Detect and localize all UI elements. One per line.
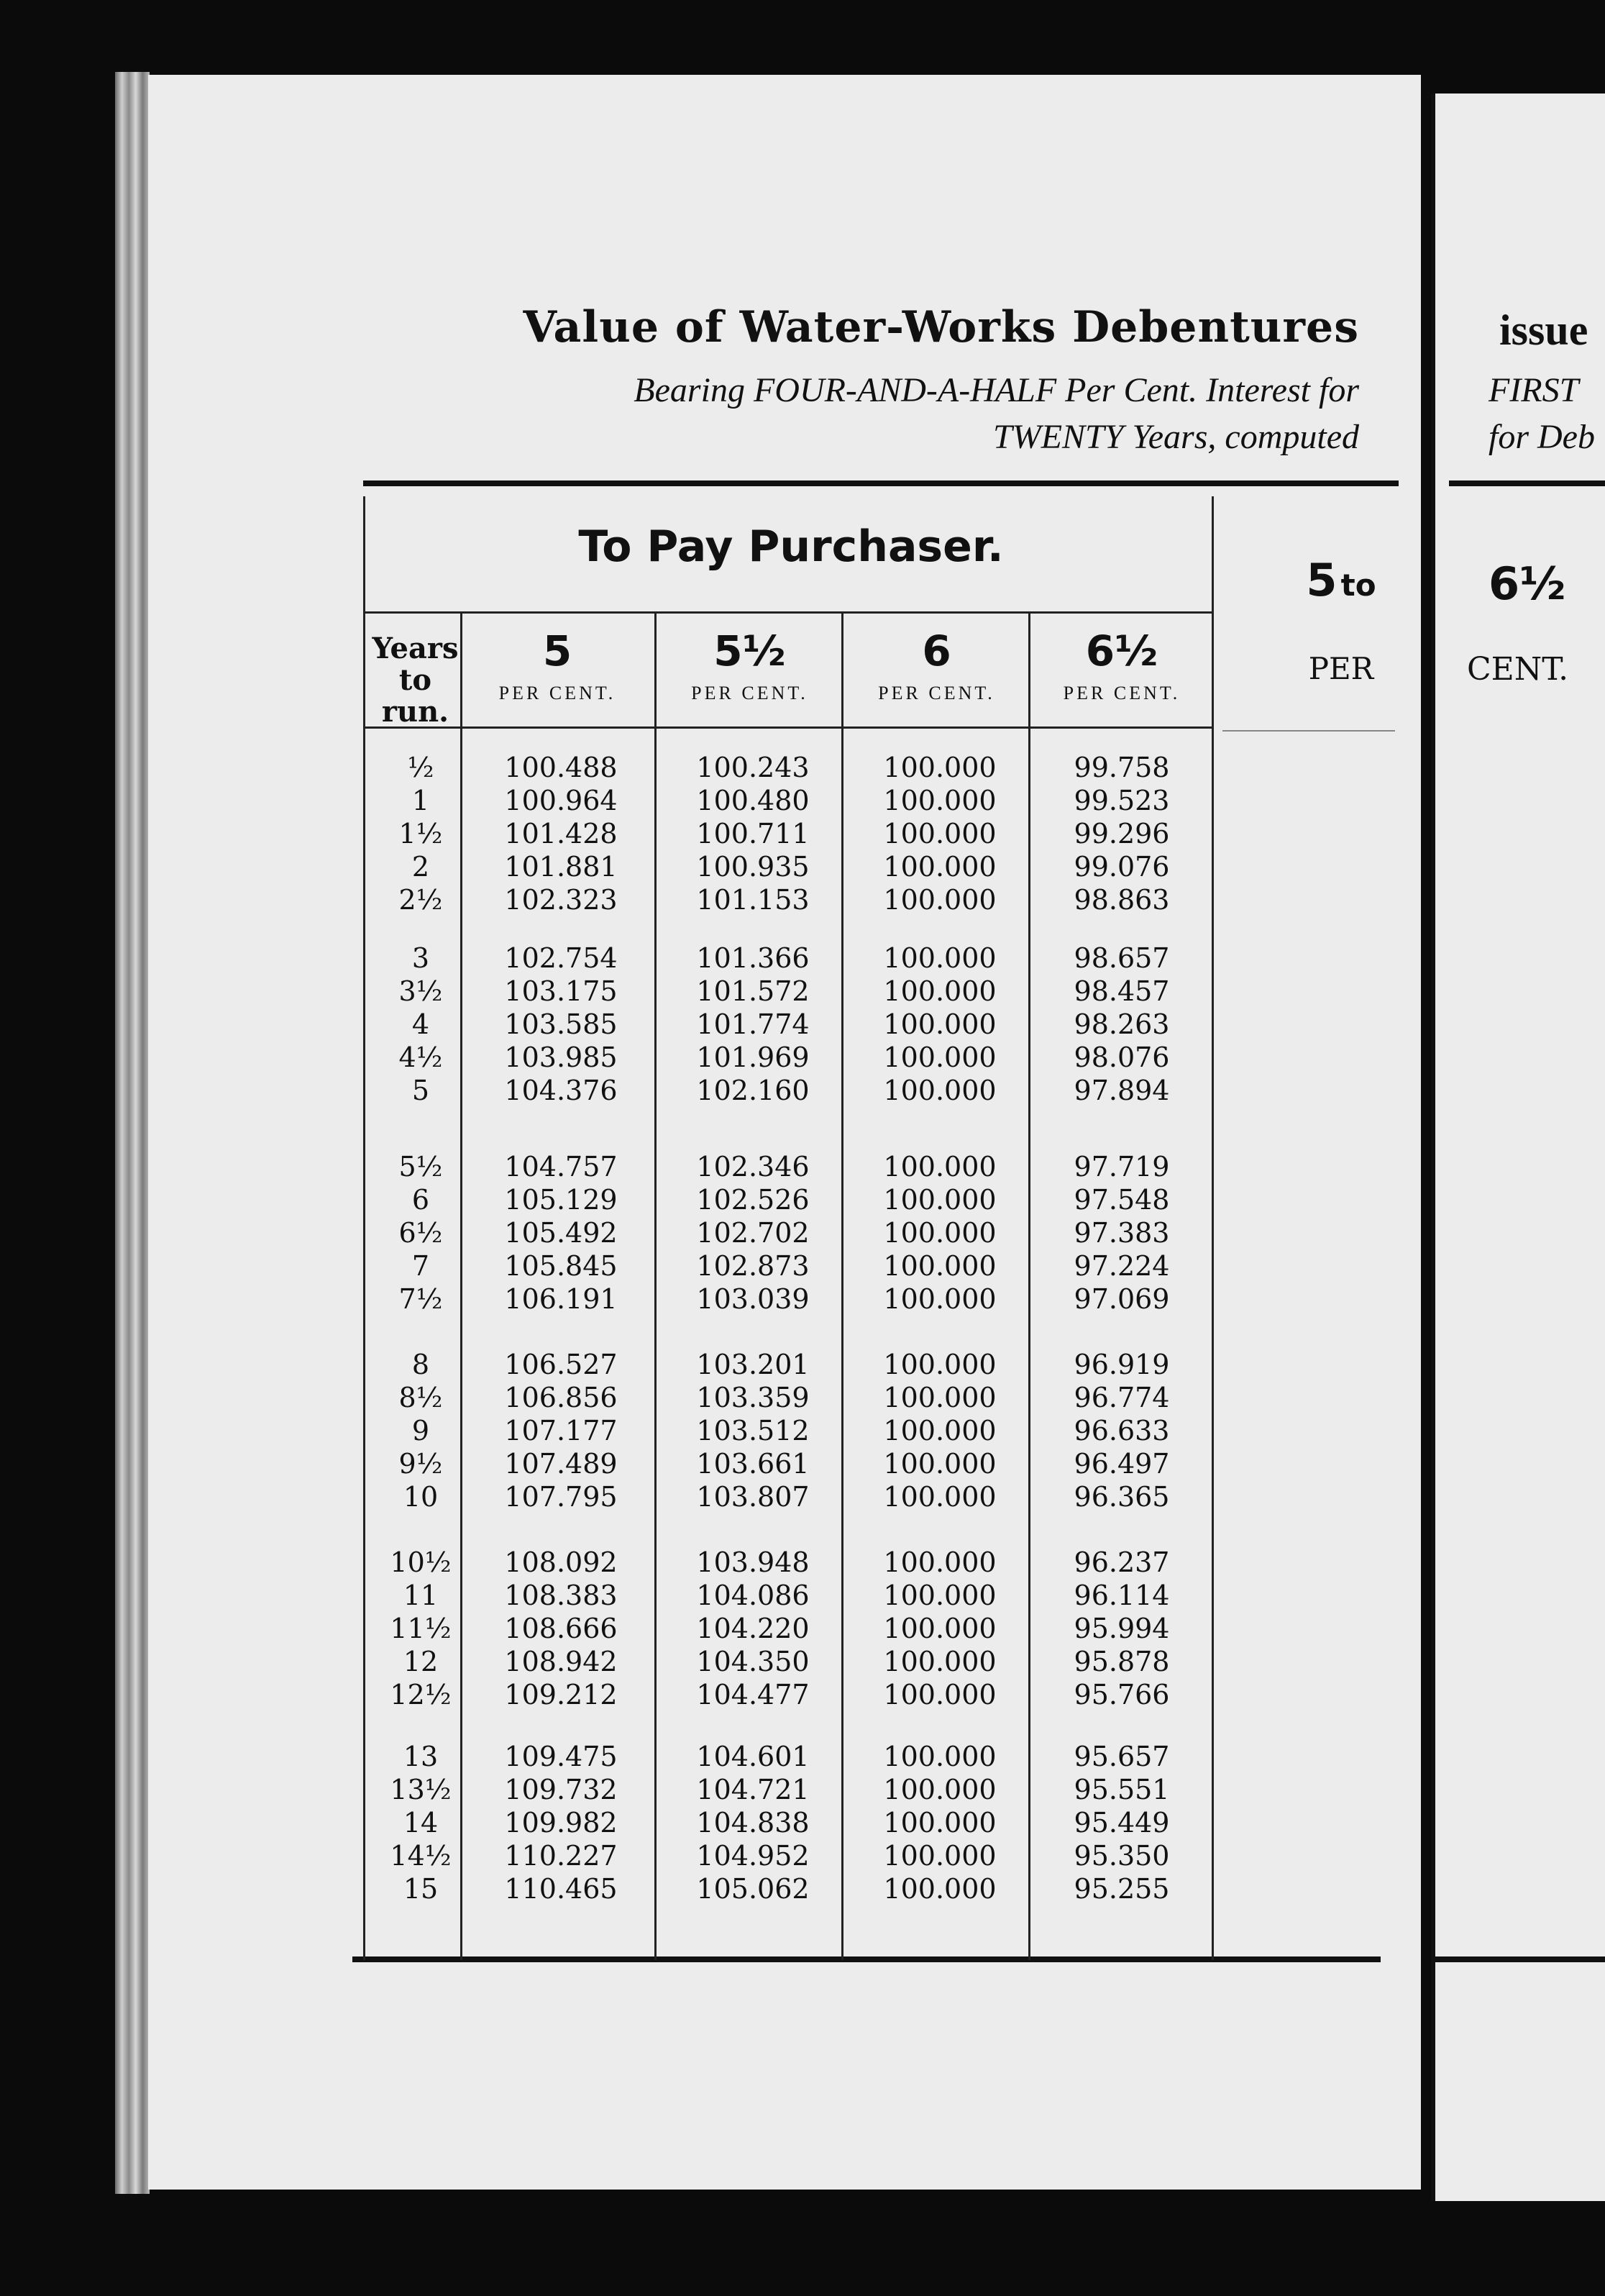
years-cell: 7½	[398, 1283, 443, 1315]
rate-5-half-cell: 102.873	[696, 1250, 810, 1282]
row-group	[363, 752, 1219, 917]
rate-5-cell: 102.754	[504, 942, 618, 974]
table-row	[363, 1481, 1219, 1514]
rate-5-half-cell: 103.359	[696, 1382, 810, 1413]
rate-6-cell: 100.000	[883, 1008, 997, 1040]
rate-6-cell: 100.000	[883, 1415, 997, 1447]
side-rate: 5	[1306, 554, 1338, 606]
rate-6-cell: 100.000	[883, 1679, 997, 1710]
table-heading: To Pay Purchaser.	[578, 521, 1004, 572]
side-to: to	[1340, 568, 1376, 603]
rate-6-half-cell: 95.766	[1074, 1679, 1170, 1710]
rate-6-cell: 100.000	[883, 884, 997, 916]
rate-5-cell: 109.982	[504, 1807, 618, 1839]
rate-6-cell: 100.000	[883, 1807, 997, 1839]
rate-6-half-cell: 95.255	[1074, 1873, 1170, 1905]
rate-5-cell: 101.881	[504, 851, 618, 883]
side-rule	[1222, 730, 1395, 732]
rate-5-cell: 106.856	[504, 1382, 618, 1413]
table-row	[363, 1580, 1219, 1613]
rate-6-half-cell: 99.076	[1074, 851, 1170, 883]
column-header-rule	[363, 726, 1212, 729]
table-row	[363, 1283, 1219, 1316]
right-page-bottom-rule	[1435, 1956, 1605, 1962]
rate-6-cell: 100.000	[883, 975, 997, 1007]
rate-5-half-cell: 101.969	[696, 1042, 810, 1073]
rate-5-half-cell: 104.220	[696, 1613, 810, 1644]
per-cent-label: PER CENT.	[691, 683, 808, 703]
rate-6-half-cell: 97.548	[1074, 1184, 1170, 1216]
table-row	[363, 1217, 1219, 1250]
table-row	[363, 1774, 1219, 1807]
table-row	[363, 1184, 1219, 1217]
rate-5-half-cell: 102.702	[696, 1217, 810, 1249]
rate-6-half-cell: 97.719	[1074, 1151, 1170, 1183]
rate-5-half-cell: 102.526	[696, 1184, 810, 1216]
years-cell: 1½	[398, 818, 443, 849]
years-cell: 6	[411, 1184, 430, 1216]
table-row	[363, 1250, 1219, 1283]
row-group	[363, 1741, 1219, 1906]
per-cent-label: PER CENT.	[878, 683, 995, 703]
side-per: PER	[1308, 651, 1374, 686]
table-row	[363, 1840, 1219, 1873]
rate-5-cell: 106.191	[504, 1283, 618, 1315]
rate-6-half-cell: 97.224	[1074, 1250, 1170, 1282]
rate-5-half-cell: 102.160	[696, 1075, 810, 1106]
rate-5-half-cell: 104.721	[696, 1774, 810, 1805]
rate-6-half-cell: 98.863	[1074, 884, 1170, 916]
rate-6-half-cell: 99.296	[1074, 818, 1170, 849]
rate-6-cell: 100.000	[883, 785, 997, 816]
years-cell: 13	[403, 1741, 439, 1772]
rate-5-cell: 103.175	[504, 975, 618, 1007]
rate-6-half-cell: 98.076	[1074, 1042, 1170, 1073]
rate-6-half-cell: 99.523	[1074, 785, 1170, 816]
rate-5-cell: 105.492	[504, 1217, 618, 1249]
years-cell: 11½	[390, 1613, 452, 1644]
table-row	[363, 1646, 1219, 1679]
rate-5-cell: 108.666	[504, 1613, 618, 1644]
debenture-table	[363, 496, 1219, 1960]
years-cell: 14	[403, 1807, 439, 1839]
rate-6-cell: 100.000	[883, 1250, 997, 1282]
rate-6-half-cell: 96.497	[1074, 1448, 1170, 1480]
right-page-sub2-fragment: for Deb	[1489, 418, 1595, 456]
rate-5-cell: 103.585	[504, 1008, 618, 1040]
rate-5-cell: 104.757	[504, 1151, 618, 1183]
rate-6-cell: 100.000	[883, 1075, 997, 1106]
table-row	[363, 851, 1219, 884]
rate-5-half-cell: 104.952	[696, 1840, 810, 1872]
years-cell: 5	[411, 1075, 430, 1106]
years-cell: 11	[403, 1580, 439, 1611]
rate-6-half-cell: 95.657	[1074, 1741, 1170, 1772]
rate-5-cell: 110.465	[504, 1873, 618, 1905]
years-cell: 14½	[390, 1840, 452, 1872]
rate-5-half-cell: 100.480	[696, 785, 810, 816]
rate-6-half-cell: 97.069	[1074, 1283, 1170, 1315]
years-cell: 5½	[398, 1151, 443, 1183]
rate-5-half-cell: 101.774	[696, 1008, 810, 1040]
rate-6-half-cell: 95.350	[1074, 1840, 1170, 1872]
rate-label: 5½	[713, 627, 786, 675]
rate-6-half-cell: 99.758	[1074, 752, 1170, 783]
rate-6-cell: 100.000	[883, 1646, 997, 1677]
table-row	[363, 1546, 1219, 1580]
rate-5-cell: 106.527	[504, 1349, 618, 1380]
column-header-6-half	[1032, 629, 1212, 704]
table-row	[363, 975, 1219, 1008]
rate-6-half-cell: 97.383	[1074, 1217, 1170, 1249]
rate-6-cell: 100.000	[883, 1546, 997, 1578]
years-cell: 9½	[398, 1448, 443, 1480]
row-group	[363, 1546, 1219, 1712]
rate-5-half-cell: 103.512	[696, 1415, 810, 1447]
rate-6-cell: 100.000	[883, 1283, 997, 1315]
table-row	[363, 785, 1219, 818]
rate-6-cell: 100.000	[883, 1873, 997, 1905]
table-row	[363, 1807, 1219, 1840]
table-row	[363, 1349, 1219, 1382]
years-cell: 1	[411, 785, 430, 816]
rate-5-half-cell: 103.661	[696, 1448, 810, 1480]
column-header-5	[464, 629, 651, 704]
rate-5-half-cell: 104.838	[696, 1807, 810, 1839]
rate-6-half-cell: 96.237	[1074, 1546, 1170, 1578]
table-row	[363, 1741, 1219, 1774]
rate-5-cell: 107.177	[504, 1415, 618, 1447]
years-cell: 7	[411, 1250, 430, 1282]
table-row	[363, 818, 1219, 851]
table-row	[363, 1415, 1219, 1448]
row-group	[363, 942, 1219, 1108]
rate-5-half-cell: 100.243	[696, 752, 810, 783]
years-cell: 3½	[398, 975, 443, 1007]
rate-6-cell: 100.000	[883, 1217, 997, 1249]
subtitle-line-1: Bearing FOUR-AND-A-HALF Per Cent. Interest for	[634, 371, 1359, 409]
rate-5-cell: 110.227	[504, 1840, 618, 1872]
rate-6-cell: 100.000	[883, 851, 997, 883]
rate-5-cell: 109.212	[504, 1679, 618, 1710]
years-cell: 9	[411, 1415, 430, 1447]
years-cell: 12	[403, 1646, 439, 1677]
column-header-6	[845, 629, 1028, 704]
rate-5-half-cell: 105.062	[696, 1873, 810, 1905]
rate-6-half-cell: 96.365	[1074, 1481, 1170, 1513]
rate-5-half-cell: 101.366	[696, 942, 810, 974]
rate-6-cell: 100.000	[883, 1774, 997, 1805]
rate-label: 6	[922, 627, 951, 675]
rate-5-cell: 105.845	[504, 1250, 618, 1282]
years-header	[370, 633, 460, 728]
rate-6-half-cell: 98.657	[1074, 942, 1170, 974]
rate-6-half-cell: 98.457	[1074, 975, 1170, 1007]
rate-6-cell: 100.000	[883, 752, 997, 783]
rate-5-cell: 100.488	[504, 752, 618, 783]
rate-5-half-cell: 101.572	[696, 975, 810, 1007]
rate-5-cell: 102.323	[504, 884, 618, 916]
rate-6-cell: 100.000	[883, 1481, 997, 1513]
rate-6-cell: 100.000	[883, 1349, 997, 1380]
per-cent-label: PER CENT.	[498, 683, 616, 703]
rate-6-half-cell: 95.449	[1074, 1807, 1170, 1839]
right-page-title-fragment: issue	[1499, 306, 1588, 354]
rate-6-half-cell: 96.633	[1074, 1415, 1170, 1447]
years-cell: 2	[411, 851, 430, 883]
years-cell: ½	[407, 752, 434, 783]
table-row	[363, 752, 1219, 785]
rate-5-cell: 107.489	[504, 1448, 618, 1480]
rate-5-half-cell: 104.350	[696, 1646, 810, 1677]
page-edge	[115, 72, 150, 2194]
years-cell: 15	[403, 1873, 439, 1905]
side-column-header	[1284, 554, 1399, 606]
rate-6-half-cell: 95.994	[1074, 1613, 1170, 1644]
right-page-col-rate: 6½	[1489, 557, 1566, 610]
rate-5-half-cell: 100.935	[696, 851, 810, 883]
rate-6-cell: 100.000	[883, 1448, 997, 1480]
years-cell: 8	[411, 1349, 430, 1380]
rate-5-cell: 109.475	[504, 1741, 618, 1772]
right-page-top-rule	[1449, 480, 1605, 486]
rate-5-half-cell: 104.477	[696, 1679, 810, 1710]
heading-rule	[363, 611, 1212, 614]
per-cent-label: PER CENT.	[1063, 683, 1181, 703]
rate-5-half-cell: 100.711	[696, 818, 810, 849]
table-row	[363, 1613, 1219, 1646]
rate-5-half-cell: 104.601	[696, 1741, 810, 1772]
rate-6-cell: 100.000	[883, 818, 997, 849]
rate-6-half-cell: 96.114	[1074, 1580, 1170, 1611]
table-row	[363, 1042, 1219, 1075]
years-cell: 13½	[390, 1774, 452, 1805]
years-cell: 2½	[398, 884, 443, 916]
rate-6-cell: 100.000	[883, 1042, 997, 1073]
rate-6-half-cell: 97.894	[1074, 1075, 1170, 1106]
rate-5-cell: 108.942	[504, 1646, 618, 1677]
rate-5-cell: 108.383	[504, 1580, 618, 1611]
rate-5-cell: 107.795	[504, 1481, 618, 1513]
rate-5-cell: 103.985	[504, 1042, 618, 1073]
row-group	[363, 1349, 1219, 1514]
years-header-line-2: to run.	[381, 663, 449, 729]
top-rule	[363, 480, 1399, 486]
table-row	[363, 942, 1219, 975]
rate-6-cell: 100.000	[883, 942, 997, 974]
rate-label: 6½	[1085, 627, 1158, 675]
years-cell: 8½	[398, 1382, 443, 1413]
rate-5-half-cell: 104.086	[696, 1580, 810, 1611]
rate-5-half-cell: 103.807	[696, 1481, 810, 1513]
subtitle-line-2: TWENTY Years, computed	[993, 418, 1359, 456]
rate-label: 5	[542, 627, 572, 675]
rate-6-half-cell: 95.551	[1074, 1774, 1170, 1805]
rate-6-cell: 100.000	[883, 1741, 997, 1772]
rate-5-cell: 105.129	[504, 1184, 618, 1216]
rate-5-half-cell: 103.039	[696, 1283, 810, 1315]
rate-6-half-cell: 96.919	[1074, 1349, 1170, 1380]
rate-5-cell: 109.732	[504, 1774, 618, 1805]
table-row	[363, 1151, 1219, 1184]
page-title: Value of Water-Works Debentures	[523, 302, 1359, 352]
row-group	[363, 1151, 1219, 1316]
table-row	[363, 1679, 1219, 1712]
column-header-5-half	[658, 629, 841, 704]
rate-6-half-cell: 96.774	[1074, 1382, 1170, 1413]
rate-6-cell: 100.000	[883, 1184, 997, 1216]
rate-5-half-cell: 103.948	[696, 1546, 810, 1578]
rate-5-cell: 104.376	[504, 1075, 618, 1106]
table-row	[363, 1075, 1219, 1108]
years-cell: 4	[411, 1008, 430, 1040]
table-row	[363, 1382, 1219, 1415]
years-cell: 12½	[390, 1679, 452, 1710]
rate-5-half-cell: 101.153	[696, 884, 810, 916]
table-row	[363, 1008, 1219, 1042]
rate-6-cell: 100.000	[883, 1580, 997, 1611]
rate-6-cell: 100.000	[883, 1151, 997, 1183]
rate-5-half-cell: 102.346	[696, 1151, 810, 1183]
table-row	[363, 1448, 1219, 1481]
rate-6-cell: 100.000	[883, 1840, 997, 1872]
rate-6-cell: 100.000	[883, 1613, 997, 1644]
years-header-line-1: Years	[372, 632, 459, 665]
years-cell: 10	[403, 1481, 439, 1513]
rate-5-cell: 100.964	[504, 785, 618, 816]
years-cell: 10½	[390, 1546, 452, 1578]
years-cell: 3	[411, 942, 430, 974]
years-cell: 6½	[398, 1217, 443, 1249]
rate-6-half-cell: 95.878	[1074, 1646, 1170, 1677]
rate-5-cell: 101.428	[504, 818, 618, 849]
rate-6-cell: 100.000	[883, 1382, 997, 1413]
table-row	[363, 1873, 1219, 1906]
right-page-col-label: CENT.	[1467, 651, 1569, 688]
rate-6-half-cell: 98.263	[1074, 1008, 1170, 1040]
years-cell: 4½	[398, 1042, 443, 1073]
table-row	[363, 884, 1219, 917]
rate-5-half-cell: 103.201	[696, 1349, 810, 1380]
right-page-sub1-fragment: FIRST	[1489, 371, 1579, 409]
rate-5-cell: 108.092	[504, 1546, 618, 1578]
